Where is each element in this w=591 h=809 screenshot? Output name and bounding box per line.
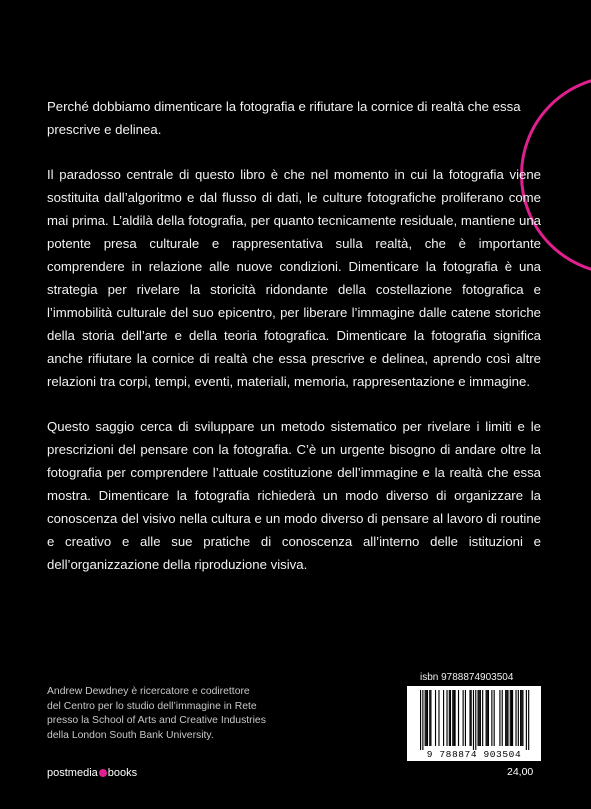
barcode-bar xyxy=(515,690,516,746)
barcode-bar xyxy=(426,690,427,746)
blurb-paragraph: Questo saggio cerca di sviluppare un metodo sistematico per rivelare i limiti e le prescrizioni del pensare con la fotografia. C’è un urgente bisogno di andare oltre la fotografia per comprendere l’attuale costituzione dell’immagine e la realtà che essa mostra. Dimenticare la fotografia richiederà un modo diverso di organizzare la conoscenza del visivo nella cultura e un modo diverso di pensare al lavoro di routine e creativo e alle sue pratiche di conoscenza all’interno delle istituzioni e dell’organizzazione della riproduzione visiva. xyxy=(47,419,541,572)
barcode-bar xyxy=(465,690,466,746)
barcode-bar xyxy=(452,690,453,746)
author-bio-line: del Centro per lo studio dell’immagine in Rete xyxy=(47,700,257,712)
barcode-bar xyxy=(491,690,492,746)
barcode-bar xyxy=(507,690,508,746)
barcode xyxy=(407,686,541,761)
price: 24,00 xyxy=(507,766,534,778)
barcode-bar xyxy=(512,690,513,746)
barcode-bar xyxy=(469,690,470,746)
barcode-bar xyxy=(505,690,506,746)
barcode-bar xyxy=(520,690,521,746)
barcode-bar xyxy=(486,690,487,746)
barcode-bar xyxy=(479,690,480,746)
barcode-bar xyxy=(526,690,527,750)
barcode-bar xyxy=(427,690,428,746)
barcode-bar xyxy=(499,690,500,746)
barcode-bar xyxy=(422,690,423,750)
barcode-bar xyxy=(475,690,476,750)
barcode-bar xyxy=(487,690,488,746)
barcode-bar xyxy=(506,690,507,746)
blurb-paragraph: Il paradosso centrale di questo libro è che nel momento in cui la fotografia viene sostituita dall’algoritmo e dal flusso di dati, le culture fotografiche proliferano come mai prima. L’aldilà della fotografia, per quanto tecnicamente residuale, mantiene una potente presa culturale e rappresentativa sulla realtà, che è importante comprendere in relazione alle nuove condizioni. Dimenticare la fotografia è una strategia per rivelare la storicità ridondante della costellazione fotografica e l’immobilità culturale del suo epicentro, per liberare l’immagine dalle catene storiche della storia dell’arte e della teoria fotografica. Dimenticare la fotografia significa anche rifiutare la cornice di realtà che essa prescrive e delinea, aprendo così altre relazioni tra corpi, tempi, eventi, materiali, memoria, rappresentazione e immagine. xyxy=(47,167,541,389)
blurb-lead: Perché dobbiamo dimenticare la fotografia e rifiutare la cornice di realtà che essa prescrive e delinea. xyxy=(47,99,521,137)
blurb xyxy=(47,95,541,598)
barcode-bar xyxy=(522,690,523,746)
publisher-name-part1: postmedia xyxy=(47,767,98,779)
barcode-bar xyxy=(455,690,456,746)
barcode-bar xyxy=(429,690,430,746)
barcode-bar xyxy=(511,690,512,746)
barcode-bar xyxy=(430,690,431,746)
barcode-bar xyxy=(453,690,454,746)
barcode-bar xyxy=(471,690,472,746)
barcode-bar xyxy=(502,690,503,746)
barcode-bar xyxy=(488,690,489,746)
barcode-bar xyxy=(528,690,529,750)
barcode-bar xyxy=(482,690,483,746)
barcode-bar xyxy=(435,690,436,746)
barcode-bar xyxy=(463,690,464,746)
author-bio-line: presso la School of Arts and Creative Industries xyxy=(47,715,266,726)
barcode-digits: 9 788874 903504 xyxy=(426,749,522,760)
barcode-bar xyxy=(443,690,444,746)
publisher-logo xyxy=(47,766,137,780)
barcode-bar xyxy=(449,690,450,746)
publisher-dot-icon xyxy=(99,769,107,777)
author-bio-line: della London South Bank University. xyxy=(47,729,214,741)
author-bio-line: Andrew Dewdney è ricercatore e codirettore xyxy=(47,686,250,697)
barcode-bar xyxy=(521,690,522,746)
barcode-bar xyxy=(510,690,511,746)
barcode-bar xyxy=(446,690,447,746)
barcode-bar xyxy=(473,690,474,750)
author-bio xyxy=(47,685,327,743)
barcode-bar xyxy=(480,690,481,746)
barcode-bar xyxy=(494,690,495,746)
barcode-bar xyxy=(450,690,451,746)
barcode-bar xyxy=(425,690,426,746)
barcode-bar xyxy=(420,690,421,750)
barcode-bar xyxy=(518,690,519,746)
isbn-label: isbn 9788874903504 xyxy=(420,672,514,683)
barcode-bar xyxy=(438,690,439,746)
barcode-bars xyxy=(407,686,541,750)
barcode-bar xyxy=(458,690,459,746)
barcode-bar xyxy=(478,690,479,746)
publisher-name-part2: books xyxy=(107,767,138,779)
